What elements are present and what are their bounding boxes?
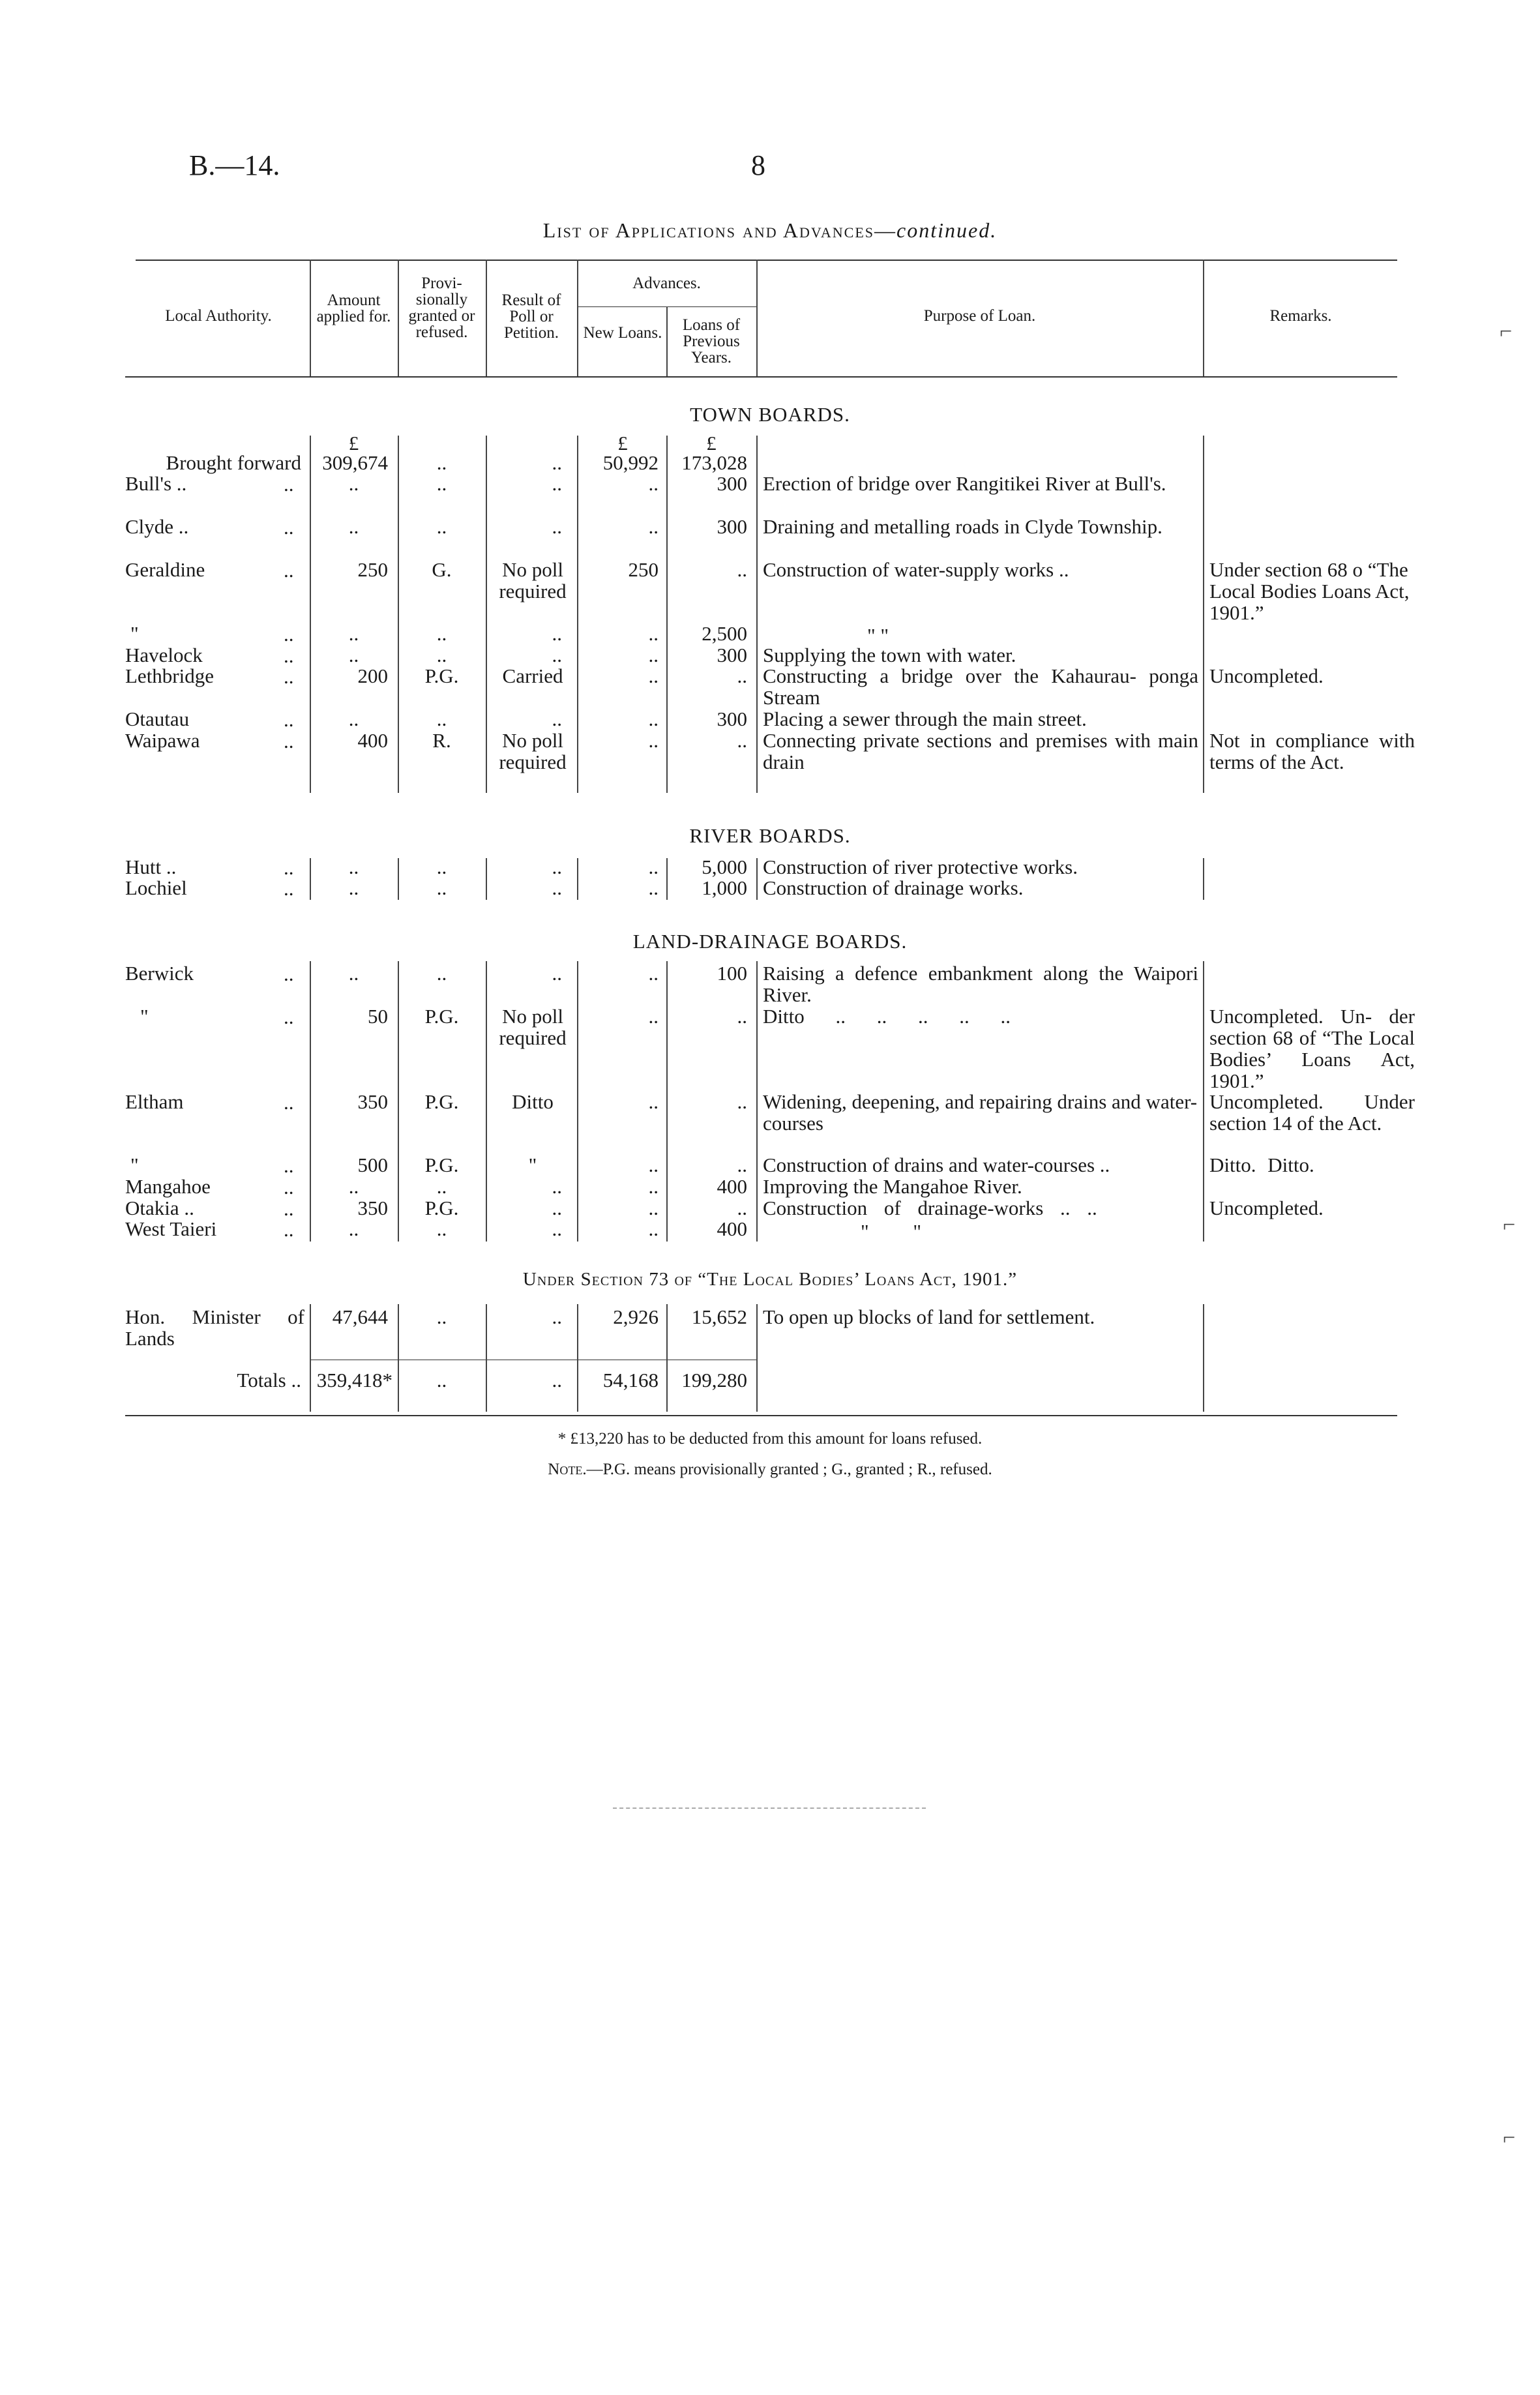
- cell-provisional: ..: [436, 515, 447, 538]
- cell-new-loans: ..: [648, 515, 659, 538]
- cell-new-loans: 250: [628, 558, 659, 581]
- leader-dots: ..: [284, 516, 294, 539]
- cell-amount: 350: [357, 1090, 388, 1113]
- leader-dots: ..: [284, 730, 294, 752]
- cell-new-loans: ..: [648, 876, 659, 899]
- cell-provisional: P.G.: [424, 1153, 459, 1176]
- town-rule-2: [398, 436, 399, 793]
- cell-previous-loans: 300: [717, 644, 747, 666]
- cell-authority: Eltham: [125, 1090, 184, 1113]
- cell-amount: 309,674: [322, 451, 388, 474]
- cell-new-loans: ..: [648, 707, 659, 730]
- cell-remarks: Not in compliance with terms of the Act.: [1209, 729, 1415, 773]
- cell-previous-loans: ..: [737, 1153, 747, 1176]
- cell-authority: Bull's ..: [125, 472, 187, 495]
- cell-result: No poll required: [499, 558, 567, 602]
- currency-symbol: £: [617, 432, 628, 454]
- col-header-new-loans: New Loans.: [583, 324, 662, 342]
- cell-amount: ..: [348, 1175, 359, 1198]
- cell-result: ..: [552, 876, 562, 899]
- cell-provisional: ..: [436, 1217, 447, 1240]
- note-label: Note.: [548, 1461, 587, 1478]
- cell-amount: 400: [357, 729, 388, 752]
- cell-previous-loans: 300: [717, 472, 747, 495]
- page-title: [0, 218, 1540, 243]
- cell-authority: Geraldine: [125, 558, 205, 581]
- cell-previous-loans: 173,028: [681, 451, 747, 474]
- cell-previous-loans: ..: [737, 1197, 747, 1219]
- cell-result: ..: [552, 1175, 562, 1198]
- cell-amount: ..: [348, 876, 359, 899]
- cell-provisional: ..: [436, 472, 447, 495]
- col-rule-6: [756, 260, 758, 376]
- cell-result: Ditto: [512, 1090, 554, 1113]
- cell-provisional: ..: [436, 451, 447, 474]
- land-rule-2: [398, 961, 399, 1242]
- cell-authority: Waipawa: [125, 729, 200, 752]
- col-header-authority: Local Authority.: [165, 307, 272, 325]
- leader-dots: ..: [284, 623, 294, 646]
- cell-provisional: P.G.: [424, 664, 459, 687]
- cell-authority: Brought forward: [166, 451, 301, 474]
- section-town-boards: TOWN BOARDS.: [690, 403, 850, 426]
- col-rule-3: [486, 260, 487, 376]
- cell-provisional: R.: [432, 729, 451, 752]
- cell-result: ..: [552, 451, 562, 474]
- cell-new-loans: ..: [648, 1153, 659, 1176]
- leader-dots: ..: [284, 644, 294, 667]
- cell-amount: ..: [348, 707, 359, 730]
- table-bottom-rule: [125, 1415, 1397, 1416]
- section-land-drainage-boards: LAND-DRAINAGE BOARDS.: [632, 930, 908, 953]
- section-river-boards: RIVER BOARDS.: [689, 824, 851, 847]
- table-top-rule: [136, 260, 1397, 261]
- cell-amount: ..: [348, 472, 359, 495]
- cell-purpose: Construction of water-supply works ..: [763, 558, 1069, 581]
- cell-provisional: ..: [436, 1305, 447, 1328]
- cell-authority: Mangahoe: [125, 1175, 211, 1198]
- cell-previous-loans: 15,652: [691, 1305, 747, 1328]
- cell-previous-loans: ..: [737, 1090, 747, 1113]
- totals-previous-loans: 199,280: [681, 1369, 747, 1391]
- cell-amount: 250: [357, 558, 388, 581]
- river-rule-6: [756, 858, 758, 900]
- cell-amount: 47,644: [332, 1305, 388, 1328]
- currency-symbol: £: [348, 432, 359, 454]
- cell-amount: 50: [368, 1005, 388, 1028]
- cell-purpose: Placing a sewer through the main street.: [763, 707, 1087, 730]
- leader-dots: ..: [284, 1005, 294, 1028]
- leader-dots: ..: [284, 962, 294, 985]
- col-header-amount: Amount applied for.: [316, 291, 391, 325]
- scan-artifact-mark: ⌐: [1503, 1213, 1516, 1237]
- col-rule-5: [666, 306, 668, 376]
- scan-artifact-mark: ⌐: [1500, 320, 1513, 344]
- cell-new-loans: ..: [648, 1005, 659, 1028]
- cell-result: ..: [552, 472, 562, 495]
- cell-purpose-ditto: " ": [867, 624, 889, 647]
- cell-purpose: Constructing a bridge over the Kahaurau- ponga Stream: [763, 664, 1198, 709]
- cell-purpose: Construction of drainage-works .. ..: [763, 1197, 1097, 1219]
- leader-dots: ..: [284, 708, 294, 731]
- col-header-advances: Advances.: [632, 275, 701, 292]
- cell-result: ..: [552, 644, 562, 666]
- cell-previous-loans: ..: [737, 1005, 747, 1028]
- col-header-purpose: Purpose of Loan.: [923, 307, 1036, 325]
- cell-new-loans: ..: [648, 1217, 659, 1240]
- cell-provisional: ..: [436, 855, 447, 878]
- cell-purpose: Ditto .. .. .. .. ..: [763, 1005, 1011, 1028]
- cell-new-loans: ..: [648, 664, 659, 687]
- cell-result: No poll required: [499, 729, 567, 773]
- town-rule-4: [577, 436, 578, 793]
- cell-provisional: G.: [432, 558, 452, 581]
- cell-purpose: Improving the Mangahoe River.: [763, 1175, 1022, 1198]
- section-73-heading: [0, 1269, 1540, 1290]
- cell-new-loans: 2,926: [613, 1305, 659, 1328]
- cell-purpose: Erection of bridge over Rangitikei River at Bull's.: [763, 472, 1166, 495]
- leader-dots: ..: [284, 856, 294, 879]
- cell-authority: Clyde ..: [125, 515, 189, 538]
- cell-authority: West Taieri: [125, 1217, 217, 1240]
- river-rule-7: [1203, 858, 1204, 900]
- cell-new-loans: 50,992: [602, 451, 659, 474]
- land-rule-6: [756, 961, 758, 1242]
- leader-dots: ..: [284, 1154, 294, 1177]
- cell-new-loans: ..: [648, 962, 659, 985]
- cell-provisional: ..: [436, 622, 447, 645]
- cell-result: ..: [552, 622, 562, 645]
- cell-purpose: Connecting private sections and premises with main drain: [763, 729, 1198, 773]
- cell-amount: ..: [348, 622, 359, 645]
- title-continued: continued.: [896, 218, 998, 242]
- river-rule-3: [486, 858, 487, 900]
- scan-artifact-line: [613, 1807, 926, 1809]
- cell-result: ": [528, 1153, 537, 1176]
- town-rule-3: [486, 436, 487, 793]
- totals-label: Totals ..: [237, 1369, 301, 1391]
- leader-dots: ..: [284, 1176, 294, 1198]
- cell-amount: ..: [348, 855, 359, 878]
- title-main: List of Applications and Advances—: [542, 218, 897, 242]
- cell-authority: Hutt ..: [125, 855, 177, 878]
- cell-authority: Lethbridge: [125, 664, 215, 687]
- cell-result: ..: [552, 515, 562, 538]
- cell-remarks: Uncompleted.: [1209, 1197, 1324, 1219]
- cell-new-loans: ..: [648, 1175, 659, 1198]
- cell-previous-loans: ..: [737, 664, 747, 687]
- cell-previous-loans: 300: [717, 707, 747, 730]
- cell-authority: Berwick: [125, 962, 194, 985]
- col-rule-4: [577, 260, 578, 376]
- scan-artifact-mark: ⌐: [1503, 2126, 1516, 2150]
- s73-rule-2: [398, 1304, 399, 1412]
- cell-amount: ..: [348, 962, 359, 985]
- cell-purpose: Raising a defence embankment along the Waipori River.: [763, 962, 1198, 1006]
- leader-dots: ..: [284, 473, 294, 496]
- river-rule-2: [398, 858, 399, 900]
- col-rule-1: [310, 260, 311, 376]
- land-rule-3: [486, 961, 487, 1242]
- cell-result: Carried: [502, 664, 563, 687]
- currency-symbol: £: [706, 432, 717, 454]
- footnote: * £13,220 has to be deducted from this amount for loans refused.: [557, 1430, 983, 1448]
- river-rule-1: [310, 858, 311, 900]
- cell-purpose: Draining and metalling roads in Clyde Township.: [763, 515, 1162, 538]
- cell-authority: Havelock: [125, 644, 203, 666]
- leader-dots: ..: [284, 1197, 294, 1220]
- cell-amount: ..: [348, 515, 359, 538]
- cell-previous-loans: 2,500: [702, 622, 747, 645]
- page-number: 8: [751, 149, 765, 181]
- land-rule-4: [577, 961, 578, 1242]
- col-header-result: Result of Poll or Petition.: [501, 291, 561, 342]
- cell-remarks: Under section 68 o “The Local Bodies Loans Act, 1901.”: [1209, 558, 1410, 624]
- cell-new-loans: ..: [648, 622, 659, 645]
- cell-purpose: Construction of drains and water-courses ..: [763, 1153, 1110, 1176]
- cell-result: ..: [552, 962, 562, 985]
- cell-new-loans: ..: [648, 855, 659, 878]
- cell-amount: 500: [357, 1153, 388, 1176]
- cell-result: ..: [552, 707, 562, 730]
- cell-remarks: Ditto. Ditto.: [1209, 1153, 1314, 1176]
- cell-amount: 200: [357, 664, 388, 687]
- town-rule-6: [756, 436, 758, 793]
- cell-new-loans: ..: [648, 729, 659, 752]
- cell-previous-loans: 400: [717, 1217, 747, 1240]
- cell-provisional: ..: [436, 707, 447, 730]
- cell-result: ..: [552, 1217, 562, 1240]
- cell-purpose: Construction of river protective works.: [763, 855, 1078, 878]
- leader-dots: ..: [284, 1218, 294, 1241]
- leader-dots: ..: [284, 877, 294, 900]
- cell-result: ..: [552, 1305, 562, 1328]
- cell-new-loans: ..: [648, 472, 659, 495]
- cell-previous-loans: 1,000: [702, 876, 747, 899]
- col-header-previous-loans: Loans of Previous Years.: [682, 316, 741, 366]
- town-rule-7: [1203, 436, 1204, 793]
- note-text: —P.G. means provisionally granted ; G., granted ; R., refused.: [586, 1461, 992, 1478]
- col-header-remarks: Remarks.: [1269, 307, 1332, 325]
- cell-provisional: ..: [436, 1175, 447, 1198]
- section-73-text: Under Section 73 of “The Local Bodies’ Loans Act, 1901.”: [522, 1269, 1018, 1290]
- totals-result: ..: [552, 1369, 562, 1391]
- land-rule-7: [1203, 961, 1204, 1242]
- cell-previous-loans: 100: [717, 962, 747, 985]
- cell-remarks: Uncompleted. Un- der section 68 of “The Local Bodies’ Loans Act, 1901.”: [1209, 1005, 1415, 1092]
- cell-result: ..: [552, 1197, 562, 1219]
- cell-purpose: Supplying the town with water.: [763, 644, 1016, 666]
- cell-new-loans: ..: [648, 1090, 659, 1113]
- cell-provisional: ..: [436, 644, 447, 666]
- totals-amount: 359,418*: [316, 1369, 392, 1391]
- cell-authority: Lochiel: [125, 876, 187, 899]
- cell-authority: Hon. Minister of Lands: [125, 1305, 304, 1350]
- cell-provisional: P.G.: [424, 1090, 459, 1113]
- cell-new-loans: ..: [648, 1197, 659, 1219]
- cell-authority: Otautau: [125, 707, 190, 730]
- cell-previous-loans: ..: [737, 729, 747, 752]
- cell-authority: ": [140, 1005, 149, 1028]
- cell-previous-loans: ..: [737, 558, 747, 581]
- cell-purpose: Construction of drainage works.: [763, 876, 1024, 899]
- cell-previous-loans: 300: [717, 515, 747, 538]
- cell-result: ..: [552, 855, 562, 878]
- cell-result: No poll required: [499, 1005, 567, 1049]
- s73-rule-4: [577, 1304, 578, 1412]
- totals-new-loans: 54,168: [602, 1369, 659, 1391]
- cell-amount: 350: [357, 1197, 388, 1219]
- river-rule-4: [577, 858, 578, 900]
- col-header-provisional: Provi- sionally granted or refused.: [408, 275, 475, 341]
- cell-new-loans: ..: [648, 644, 659, 666]
- cell-remarks: Uncompleted. Under section 14 of the Act.: [1209, 1090, 1415, 1135]
- cell-purpose: To open up blocks of land for settlement.: [763, 1305, 1095, 1328]
- cell-amount: ..: [348, 1217, 359, 1240]
- totals-provisional: ..: [436, 1369, 447, 1391]
- s73-rule-6: [756, 1304, 758, 1412]
- cell-provisional: ..: [436, 962, 447, 985]
- cell-remarks: Uncompleted.: [1209, 664, 1324, 687]
- col-rule-2: [398, 260, 399, 376]
- cell-purpose: " ": [861, 1220, 922, 1243]
- cell-authority: Otakia ..: [125, 1197, 194, 1219]
- cell-previous-loans: 400: [717, 1175, 747, 1198]
- col-rule-7: [1203, 260, 1204, 376]
- cell-provisional: ..: [436, 876, 447, 899]
- s73-rule-7: [1203, 1304, 1204, 1412]
- cell-authority: ": [130, 1153, 139, 1176]
- leader-dots: ..: [284, 665, 294, 688]
- cell-authority: ": [130, 622, 139, 645]
- document-reference: B.—14.: [189, 149, 280, 181]
- cell-amount: ..: [348, 644, 359, 666]
- cell-provisional: P.G.: [424, 1005, 459, 1028]
- s73-rule-3: [486, 1304, 487, 1412]
- cell-purpose: Widening, deepening, and repairing drains and water-courses: [763, 1090, 1198, 1135]
- cell-provisional: P.G.: [424, 1197, 459, 1219]
- leader-dots: ..: [284, 1091, 294, 1114]
- cell-previous-loans: 5,000: [702, 855, 747, 878]
- abbreviation-note: [0, 1461, 1540, 1479]
- header-bottom-rule: [125, 376, 1397, 378]
- leader-dots: ..: [284, 559, 294, 582]
